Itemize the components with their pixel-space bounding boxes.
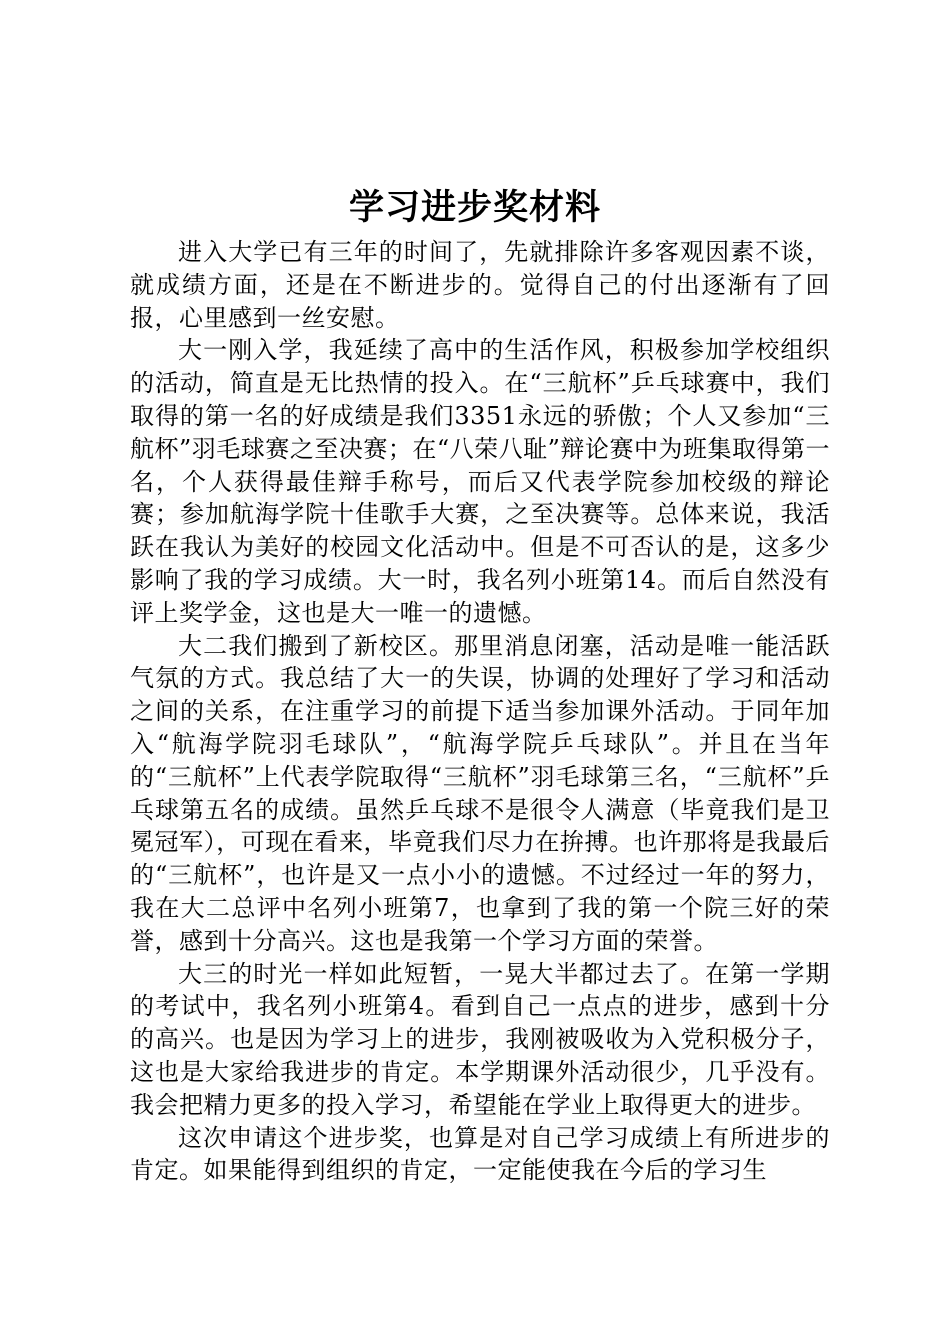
paragraph-junior-year: 大三的时光一样如此短暂，一晃大半都过去了。在第一学期的考试中，我名列小班第4。看到自己一点点的进步，感到十分的高兴。也是因为学习上的进步，我刚被吸收为入党积极分子，这也是大家给我进步的肯定。本学期课外活动很少，几乎没有。我会把精力更多的投入学习，希望能在学业上取得更大的进步。 — [130, 959, 830, 1119]
paragraph-sophomore-year: 大二我们搬到了新校区。那里消息闭塞，活动是唯一能活跃气氛的方式。我总结了大一的失误，协调的处理好了学习和活动之间的关系，在注重学习的前提下适当参加课外活动。于同年加入“航海学院羽毛球队”，“航海学院乒乓球队”。并且在当年的“三航杯”上代表学院取得“三航杯”羽毛球第三名，“三航杯”乒乓球第五名的成绩。虽然乒乓球不是很令人满意（毕竟我们是卫冕冠军），可现在看来，毕竟我们尽力在拚搏。也许那将是我最后的“三航杯”，也许是又一点小小的遗憾。不过经过一年的努力，我在大二总评中名列小班第7，也拿到了我的第一个院三好的荣誉，感到十分高兴。这也是我第一个学习方面的荣誉。 — [130, 631, 830, 955]
paragraph-intro: 进入大学已有三年的时间了，先就排除许多客观因素不谈，就成绩方面，还是在不断进步的。觉得自己的付出逐渐有了回报，心里感到一丝安慰。 — [130, 238, 830, 332]
paragraph-application: 这次申请这个进步奖，也算是对自己学习成绩上有所进步的肯定。如果能得到组织的肯定，一定能使我在今后的学习生 — [130, 1123, 830, 1185]
paragraph-freshman-year: 大一刚入学，我延续了高中的生活作风，积极参加学校组织的活动，简直是无比热情的投入。在“三航杯”乒乓球赛中，我们取得的第一名的好成绩是我们3351永远的骄傲；个人又参加“三航杯”羽毛球赛之至决赛；在“八荣八耻”辩论赛中为班集取得第一名，个人获得最佳辩手称号，而后又代表学院参加校级的辩论赛；参加航海学院十佳歌手大赛，之至决赛等。总体来说，我活跃在我认为美好的校园文化活动中。但是不可否认的是，这多少影响了我的学习成绩。大一时，我名列小班第14。而后自然没有评上奖学金，这也是大一唯一的遗憾。 — [130, 336, 830, 627]
document-title: 学习进步奖材料 — [348, 188, 601, 228]
document-body — [130, 236, 830, 1187]
